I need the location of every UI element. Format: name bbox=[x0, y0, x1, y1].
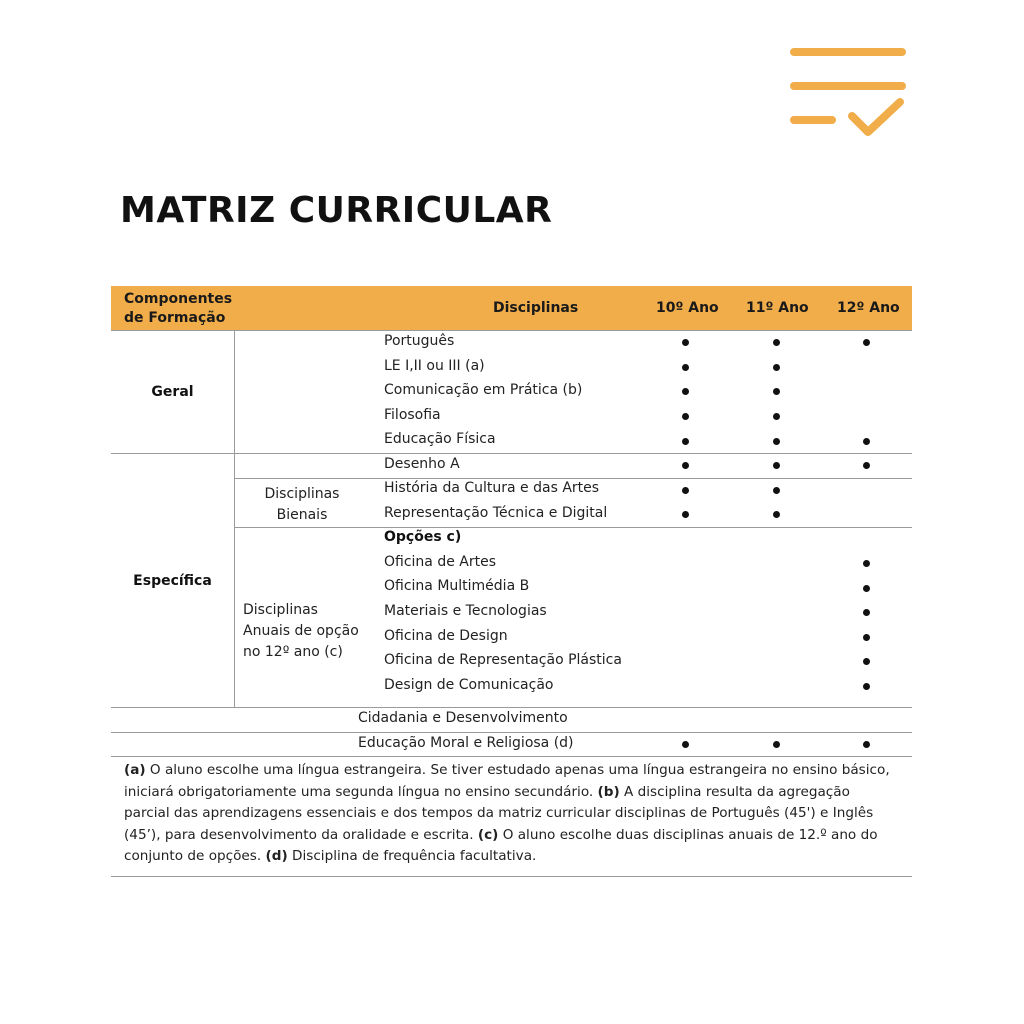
page-title: MATRIZ CURRICULAR bbox=[120, 190, 553, 231]
checkmark-dot bbox=[773, 413, 780, 420]
subject-label: Filosofia bbox=[384, 407, 441, 423]
subject-label: Opções c) bbox=[384, 529, 462, 545]
checkmark-dot bbox=[863, 560, 870, 567]
divider bbox=[234, 478, 912, 479]
checkmark-dot bbox=[773, 438, 780, 445]
checkmark-dot bbox=[863, 658, 870, 665]
checklist-icon bbox=[788, 44, 908, 140]
subject-label: Oficina de Representação Plástica bbox=[384, 652, 622, 668]
checkmark-dot bbox=[863, 438, 870, 445]
subject-label: Educação Física bbox=[384, 431, 496, 447]
checkmark-dot bbox=[682, 511, 689, 518]
group-bienais: Disciplinas Bienais bbox=[264, 486, 340, 523]
table-header bbox=[111, 286, 912, 331]
checkmark-dot bbox=[682, 388, 689, 395]
checkmark-dot bbox=[682, 487, 689, 494]
subject-label: Oficina de Artes bbox=[384, 554, 497, 570]
curriculum-table bbox=[111, 286, 912, 886]
checkmark-dot bbox=[773, 388, 780, 395]
checkmark-dot bbox=[682, 339, 689, 346]
subject-label: Desenho A bbox=[384, 456, 460, 472]
subject-label: Português bbox=[384, 333, 455, 349]
checkmark-dot bbox=[863, 683, 870, 690]
checkmark-dot bbox=[863, 585, 870, 592]
checkmark-dot bbox=[682, 741, 689, 748]
checkmark-dot bbox=[863, 609, 870, 616]
header-year-11: 11º Ano bbox=[746, 300, 809, 316]
divider bbox=[234, 527, 912, 528]
divider bbox=[111, 707, 912, 708]
subject-label: Educação Moral e Religiosa (d) bbox=[358, 735, 574, 751]
subject-label: Materiais e Tecnologias bbox=[384, 603, 547, 619]
checkmark-dot bbox=[773, 741, 780, 748]
checkmark-dot bbox=[773, 339, 780, 346]
footnotes: (a) O aluno escolhe uma língua estrangeira. Se tiver estudado apenas uma língua estrangeira no ensino básico, iniciará obrigatoriamente uma segunda língua no ensino secundário. (b) A disciplina resulta da agregação parcial das aprendizagens essenciais e dos tempos da matriz curricular disciplinas de Português (45') e Inglês (45’), para desenvolvimento da oralidade e escrita. (c) O aluno escolhe duas disciplinas anuais de 12.º ano do conjunto de opções. (d) Disciplina de frequência facultativa. bbox=[124, 762, 890, 864]
subject-label: Oficina Multimédia B bbox=[384, 578, 530, 594]
group-anuais: Disciplinas Anuais de opção no 12º ano (c) bbox=[243, 602, 359, 660]
subject-label: Design de Comunicação bbox=[384, 677, 554, 693]
group-especifica: Específica bbox=[133, 573, 212, 589]
checkmark-dot bbox=[773, 487, 780, 494]
subject-label: Cidadania e Desenvolvimento bbox=[358, 710, 568, 726]
checkmark-dot bbox=[773, 462, 780, 469]
checkmark-dot bbox=[863, 741, 870, 748]
checkmark-dot bbox=[773, 511, 780, 518]
header-year-10: 10º Ano bbox=[656, 300, 719, 316]
divider bbox=[111, 732, 912, 733]
subject-label: Oficina de Design bbox=[384, 628, 508, 644]
header-year-12: 12º Ano bbox=[837, 300, 900, 316]
group-geral: Geral bbox=[151, 384, 194, 400]
subject-label: LE I,II ou III (a) bbox=[384, 358, 485, 374]
header-disciplines: Disciplinas bbox=[493, 300, 579, 316]
checkmark-dot bbox=[863, 634, 870, 641]
divider bbox=[111, 876, 912, 877]
subject-label: Representação Técnica e Digital bbox=[384, 505, 608, 521]
checkmark-dot bbox=[682, 413, 689, 420]
checkmark-dot bbox=[682, 364, 689, 371]
checkmark-dot bbox=[682, 462, 689, 469]
subject-label: História da Cultura e das Artes bbox=[384, 480, 600, 496]
header-components: Componentes de Formação bbox=[124, 291, 233, 326]
subject-label: Comunicação em Prática (b) bbox=[384, 382, 583, 398]
divider bbox=[111, 453, 912, 454]
checkmark-dot bbox=[863, 339, 870, 346]
checkmark-dot bbox=[863, 462, 870, 469]
checkmark-dot bbox=[682, 438, 689, 445]
checkmark-dot bbox=[773, 364, 780, 371]
divider bbox=[111, 756, 912, 757]
